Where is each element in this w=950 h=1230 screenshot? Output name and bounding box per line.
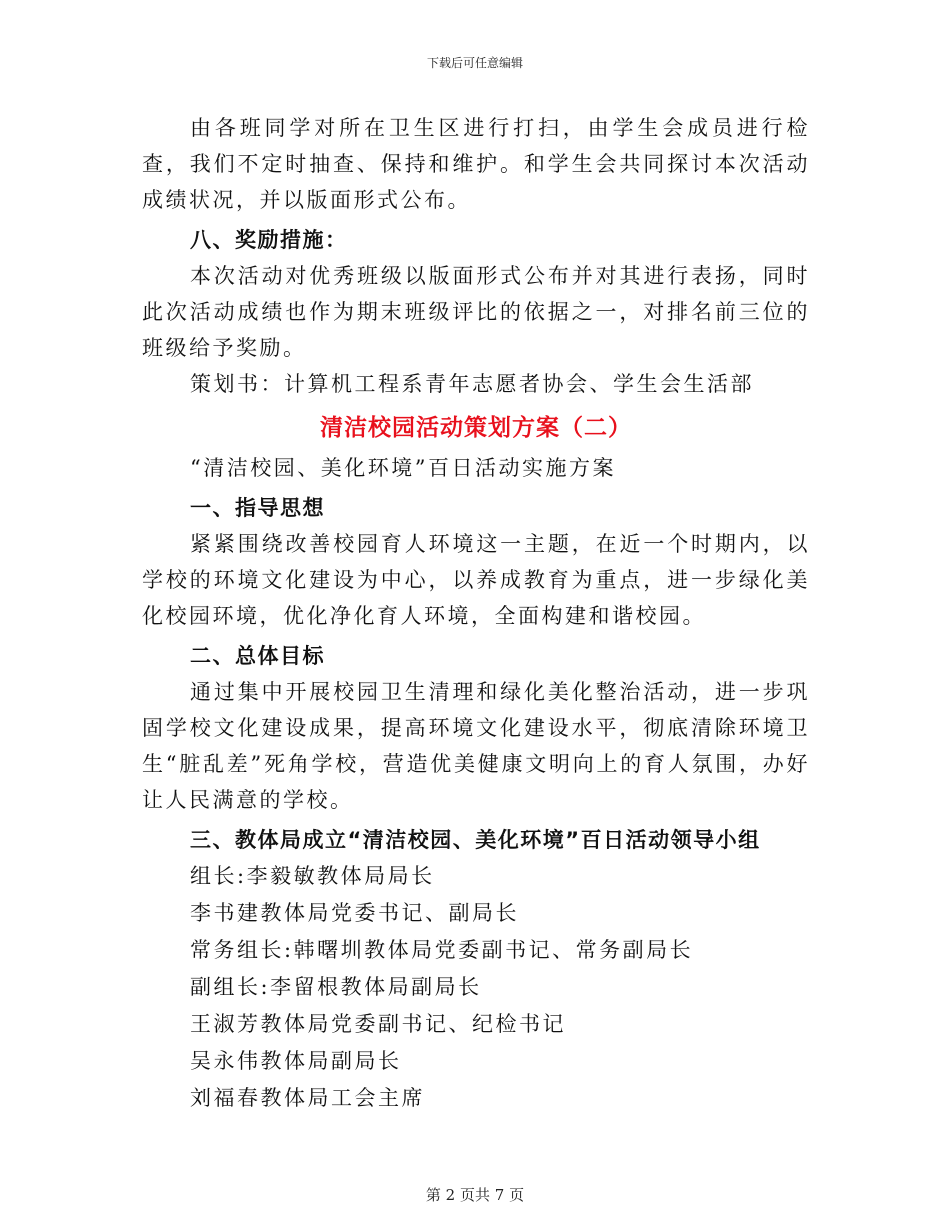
subtitle: “清洁校园、美化环境”百日活动实施方案 bbox=[190, 456, 616, 480]
paragraph-inspection: 由各班同学对所在卫生区进行打扫，由学生会成员进行检查，我们不定时抽查、保持和维护。和学生会共同探讨本次活动成绩状况，并以版面形式公布。 bbox=[142, 116, 810, 212]
member-item: 刘福春教体局工会主席 bbox=[190, 1086, 425, 1110]
heading-guiding: 一、指导思想 bbox=[190, 496, 325, 520]
heading-goal: 二、总体目标 bbox=[190, 644, 325, 668]
member-item: 李书建教体局党委书记、副局长 bbox=[190, 901, 519, 925]
member-item: 组长:李毅敏教体局局长 bbox=[190, 864, 435, 888]
member-item: 吴永伟教体局副局长 bbox=[190, 1049, 402, 1073]
member-item: 副组长:李留根教体局副局长 bbox=[190, 975, 482, 999]
document-body bbox=[142, 110, 810, 1117]
member-item: 常务组长:韩曙圳教体局党委副书记、常务副局长 bbox=[190, 938, 694, 962]
page-header: 下载后可任意编辑 bbox=[426, 56, 523, 70]
heading-leadership: 三、教体局成立“清洁校园、美化环境”百日活动领导小组 bbox=[190, 828, 761, 852]
paragraph-guiding: 紧紧围绕改善校园育人环境这一主题，在近一个时期内，以学校的环境文化建设为中心，以养成教育为重点，进一步绿化美化校园环境，优化净化育人环境，全面构建和谐校园。 bbox=[142, 532, 810, 628]
paragraph-goal: 通过集中开展校园卫生清理和绿化美化整治活动，进一步巩固学校文化建设成果，提高环境文化建设水平，彻底清除环境卫生“脏乱差”死角学校，营造优美健康文明向上的育人氛围，办好让人民满意的学校。 bbox=[142, 680, 810, 812]
paragraph-planner: 策划书：计算机工程系青年志愿者协会、学生会生活部 bbox=[190, 372, 754, 396]
paragraph-award: 本次活动对优秀班级以版面形式公布并对其进行表扬，同时此次活动成绩也作为期末班级评比的依据之一，对排名前三位的班级给予奖励。 bbox=[142, 264, 810, 360]
heading-award: 八、奖励措施： bbox=[190, 228, 348, 252]
member-item: 王淑芳教体局党委副书记、纪检书记 bbox=[190, 1012, 566, 1036]
section-title: 清洁校园活动策划方案（二） bbox=[320, 415, 632, 441]
page-footer: 第 2 页共 7 页 bbox=[425, 1186, 525, 1204]
